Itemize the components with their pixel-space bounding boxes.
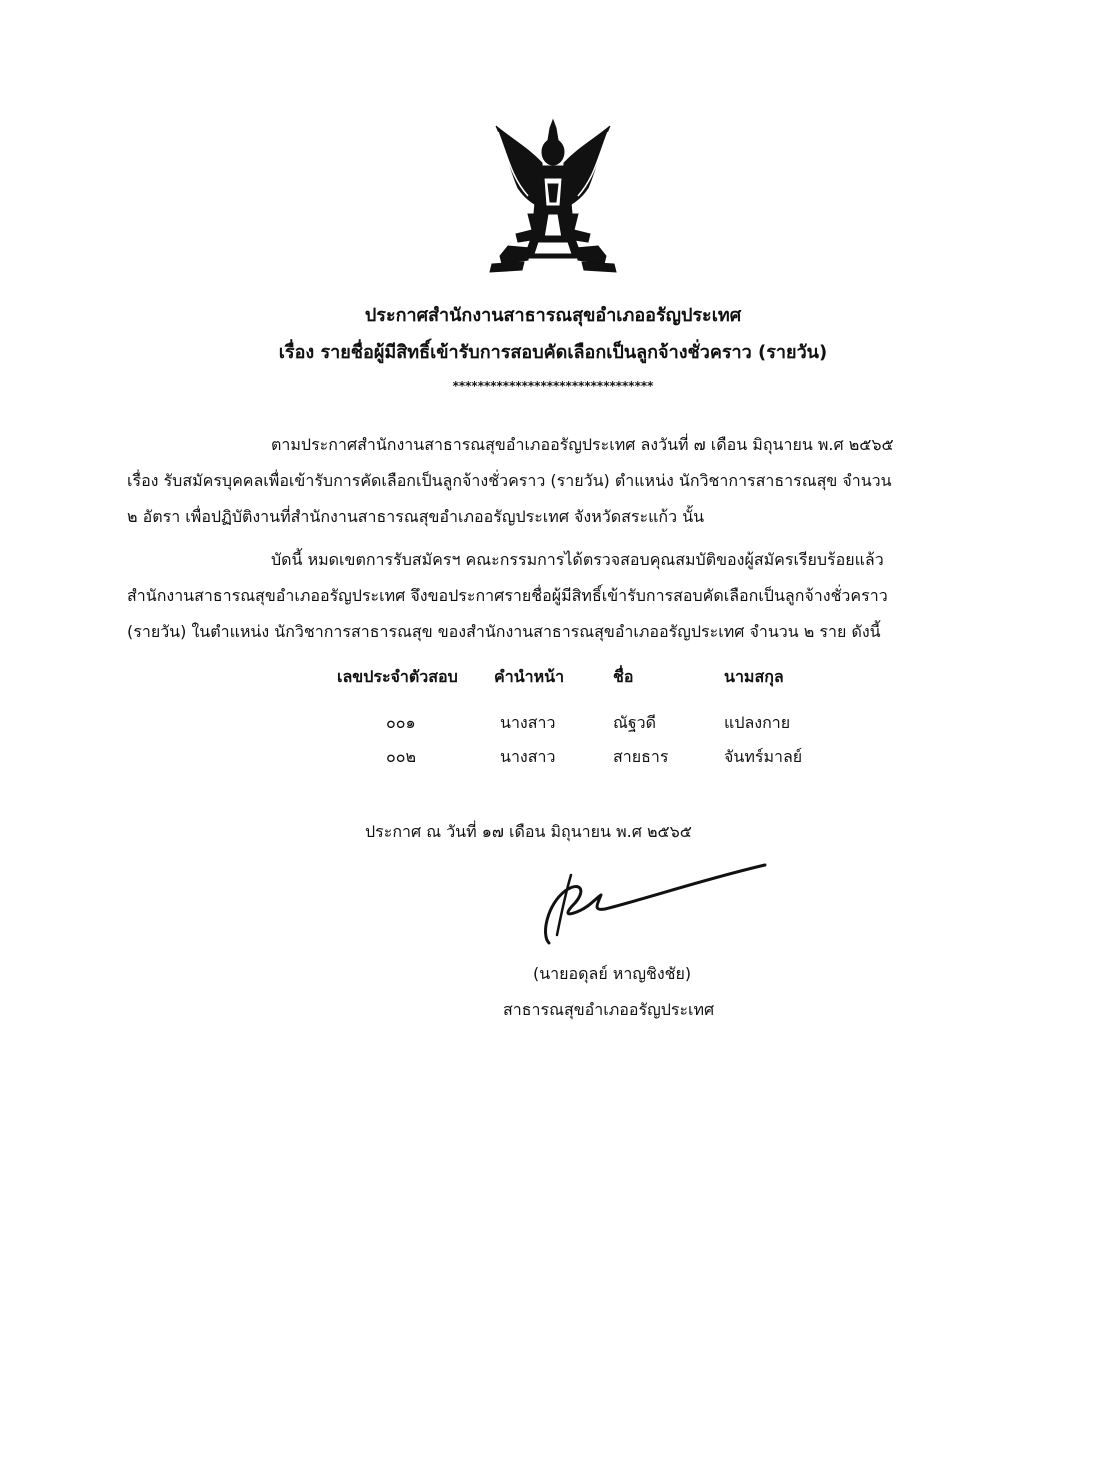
column-header-first-name: ชื่อ: [613, 667, 634, 686]
column-header-last-name: นามสกุล: [724, 667, 784, 686]
column-header-prefix: คำนำหน้า: [494, 667, 565, 686]
column-header-exam-id: เลขประจำตัวสอบ: [337, 667, 458, 686]
cell-last-name: แปลงกาย: [724, 713, 791, 732]
title-separator: ********************************: [452, 379, 654, 393]
cell-last-name: จันทร์มาลย์: [724, 747, 803, 766]
cell-exam-id: ๐๐๒: [386, 747, 417, 766]
cell-first-name: สายธาร: [613, 747, 669, 766]
paragraph-2-line-1: บัดนี้ หมดเขตการรับสมัครฯ คณะกรรมการได้ตรวจสอบคุณสมบัติของผู้สมัครเรียบร้อยแล้ว: [271, 550, 884, 569]
paragraph-2-line-3: (รายวัน) ในตำแหน่ง นักวิชาการสาธารณสุข ของสำนักงานสาธารณสุขอำเภออรัญประเทศ จำนวน ๒ ราย ดังนี้: [127, 622, 881, 641]
cell-prefix: นางสาว: [500, 747, 556, 766]
announcement-date: ประกาศ ณ วันที่ ๑๗ เดือน มิถุนายน พ.ศ ๒๕๖๕: [365, 822, 692, 841]
garuda-emblem-icon: [488, 118, 618, 283]
announcement-subject: เรื่อง รายชื่อผู้มีสิทธิ์เข้ารับการสอบคัดเลือกเป็นลูกจ้างชั่วคราว (รายวัน): [278, 342, 828, 363]
cell-first-name: ณัฐวดี: [613, 713, 657, 732]
handwritten-signature-icon: [535, 855, 775, 950]
announcement-title: ประกาศสำนักงานสาธารณสุขอำเภออรัญประเทศ: [364, 305, 742, 326]
paragraph-1-line-1: ตามประกาศสำนักงานสาธารณสุขอำเภออรัญประเทศ ลงวันที่ ๗ เดือน มิถุนายน พ.ศ ๒๕๖๕: [271, 435, 894, 454]
paragraph-2-line-2: สำนักงานสาธารณสุขอำเภออรัญประเทศ จึงขอประกาศรายชื่อผู้มีสิทธิ์เข้ารับการสอบคัดเลือกเป็นลูกจ้างชั่วคราว: [127, 586, 888, 605]
cell-exam-id: ๐๐๑: [386, 713, 416, 732]
signer-name: (นายอดุลย์ หาญชิงชัย): [533, 964, 692, 983]
signer-title: สาธารณสุขอำเภออรัญประเทศ: [503, 1000, 715, 1019]
paragraph-1-line-2: เรื่อง รับสมัครบุคคลเพื่อเข้ารับการคัดเลือกเป็นลูกจ้างชั่วคราว (รายวัน) ตำแหน่ง นักวิชาการสาธารณสุข จำนวน: [127, 471, 892, 490]
cell-prefix: นางสาว: [500, 713, 556, 732]
paragraph-1-line-3: ๒ อัตรา เพื่อปฏิบัติงานที่สำนักงานสาธารณสุขอำเภออรัญประเทศ จังหวัดสระแก้ว นั้น: [127, 507, 705, 526]
